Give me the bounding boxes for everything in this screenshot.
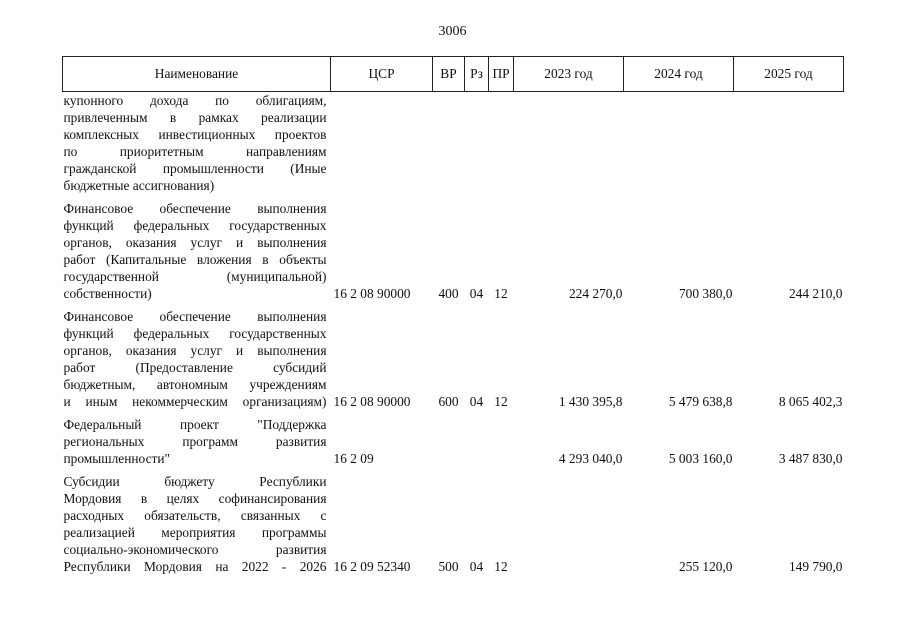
- row-value-2023: 224 270,0: [568, 286, 623, 301]
- row-name-line: бюджетным, автономным учреждениям: [63, 377, 327, 392]
- header-csr: ЦСР: [331, 57, 433, 92]
- row-value-2024: 5 479 638,8: [668, 394, 733, 409]
- table-row: [63, 308, 844, 410]
- row-name-line: органов, оказания услуг и выполнения: [63, 235, 327, 250]
- row-value-2023: 1 430 395,8: [558, 394, 623, 409]
- budget-table: [62, 56, 844, 575]
- row-value-2025: 3 487 830,0: [778, 451, 843, 466]
- row-name-line: органов, оказания услуг и выполнения: [63, 343, 327, 358]
- row-name: [63, 92, 331, 195]
- row-name-line: и иным некоммерческим организациям): [63, 394, 327, 409]
- row-name-line: собственности): [63, 286, 152, 301]
- row-name-line: региональных программ развития: [63, 434, 327, 449]
- row-value-2024: 255 120,0: [678, 559, 733, 574]
- header-name: Наименование: [63, 57, 331, 92]
- row-pr: [489, 416, 514, 467]
- row-name-line: гражданской промышленности (Иные: [63, 161, 327, 176]
- row-name-line: привлеченным в рамках реализации: [63, 110, 327, 125]
- row-pr: 12: [494, 394, 508, 409]
- row-name-line: по приоритетным направлениям: [63, 144, 327, 159]
- row-name-line: функций федеральных государственных: [63, 326, 327, 341]
- row-value-2024: 700 380,0: [678, 286, 733, 301]
- row-name: [63, 416, 331, 467]
- row-name-line: промышленности": [63, 451, 170, 466]
- row-name-line: Субсидии бюджету Республики: [63, 474, 327, 489]
- row-value-2023: 4 293 040,0: [558, 451, 623, 466]
- header-pr: ПР: [489, 57, 514, 92]
- row-name-line: бюджетные ассигнования): [63, 178, 215, 193]
- row-name-line: реализацией мероприятия программы: [63, 525, 327, 540]
- row-name-line: Финансовое обеспечение выполнения: [63, 201, 327, 216]
- row-name-line: купонного дохода по облигациям,: [63, 93, 327, 108]
- row-csr: 16 2 08 90000: [333, 286, 411, 301]
- row-rz: [465, 92, 489, 195]
- row-value-2025: 244 210,0: [788, 286, 843, 301]
- row-name-line: Республики Мордовия на 2022 - 2026: [63, 559, 327, 574]
- row-vr: [433, 416, 465, 467]
- row-pr: 12: [494, 286, 508, 301]
- header-2023: 2023 год: [514, 57, 624, 92]
- table-row: [63, 92, 844, 195]
- row-value-2024: 5 003 160,0: [668, 451, 733, 466]
- page-number: 3006: [438, 24, 467, 39]
- header-vr: ВР: [433, 57, 465, 92]
- row-csr: 16 2 09 52340: [333, 559, 411, 574]
- row-pr: 12: [494, 559, 508, 574]
- header-2024: 2024 год: [624, 57, 734, 92]
- row-value-2024: [624, 92, 734, 195]
- row-value-2025: [734, 92, 844, 195]
- row-value-2023: [514, 92, 624, 195]
- table-row: [63, 473, 844, 575]
- row-vr: 600: [438, 394, 459, 409]
- row-name: [63, 473, 331, 575]
- row-value-2025: 149 790,0: [788, 559, 843, 574]
- row-rz: [465, 416, 489, 467]
- row-rz: 04: [469, 559, 484, 574]
- row-csr: 16 2 09: [333, 451, 374, 466]
- table-header-row: [63, 57, 844, 92]
- row-name-line: государственной (муниципальной): [63, 269, 327, 284]
- table-body: [63, 92, 844, 576]
- row-vr: 500: [438, 559, 459, 574]
- row-name-line: Финансовое обеспечение выполнения: [63, 309, 327, 324]
- header-rz: Рз: [465, 57, 489, 92]
- header-2025: 2025 год: [734, 57, 844, 92]
- row-vr: [433, 92, 465, 195]
- row-name: [63, 308, 331, 410]
- row-name-line: Мордовия в целях софинансирования: [63, 491, 327, 506]
- row-name-line: социально-экономического развития: [63, 542, 327, 557]
- row-name-line: функций федеральных государственных: [63, 218, 327, 233]
- row-name-line: расходных обязательств, связанных с: [63, 508, 327, 523]
- row-csr: [331, 92, 433, 195]
- row-name-line: комплексных инвестиционных проектов: [63, 127, 327, 142]
- row-value-2023: [514, 473, 624, 575]
- row-csr: 16 2 08 90000: [333, 394, 411, 409]
- table-row: [63, 200, 844, 302]
- row-pr: [489, 92, 514, 195]
- row-name-line: Федеральный проект "Поддержка: [63, 417, 327, 432]
- row-name-line: работ (Капитальные вложения в объекты: [63, 252, 327, 267]
- row-name: [63, 200, 331, 302]
- table-row: [63, 416, 844, 467]
- row-rz: 04: [469, 286, 484, 301]
- row-rz: 04: [469, 394, 484, 409]
- row-name-line: работ (Предоставление субсидий: [63, 360, 327, 375]
- row-vr: 400: [438, 286, 459, 301]
- row-value-2025: 8 065 402,3: [778, 394, 843, 409]
